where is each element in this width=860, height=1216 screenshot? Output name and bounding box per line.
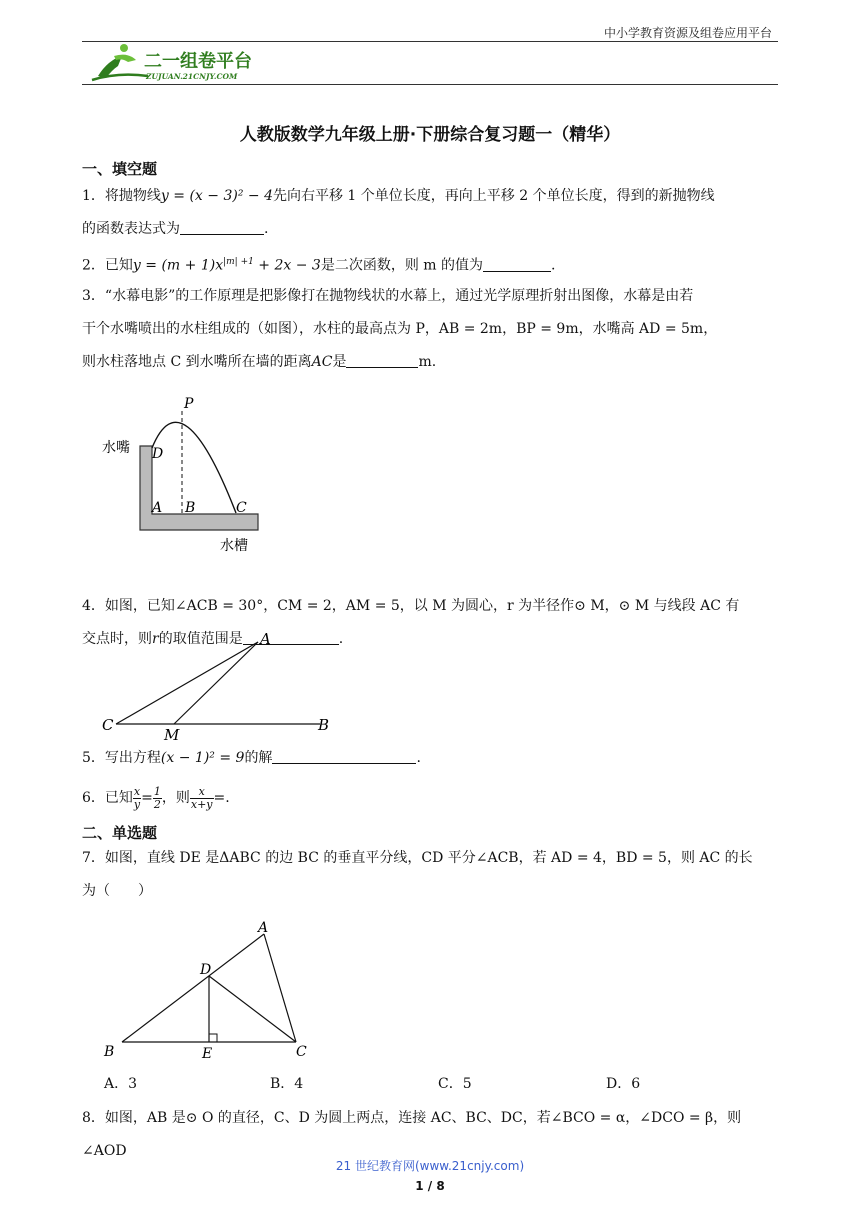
- option-c: C．5: [438, 1076, 472, 1092]
- document-title: 人教版数学九年级上册·下册综合复习题一（精华）: [239, 125, 621, 145]
- svg-text:水槽: 水槽: [220, 538, 248, 554]
- answer-blank: [180, 220, 264, 235]
- answer-blank: [483, 257, 551, 272]
- svg-text:P: P: [184, 396, 194, 412]
- option-a: A．3: [104, 1076, 138, 1092]
- footer-link[interactable]: 21 世纪教育网(www.21cnjy.com): [335, 1159, 525, 1173]
- question-2: 2．已知$y = (m + 1)x^{|m| +1} + 2x - 3$是二次函数，则 m 的值为 .: [82, 257, 556, 274]
- svg-text:B: B: [318, 716, 330, 734]
- option-b: B．4: [270, 1076, 304, 1092]
- svg-text:B: B: [185, 500, 196, 516]
- svg-text:A: A: [152, 500, 163, 516]
- question-4: 4．如图，已知∠ACB = 30°，CM = 2，AM = 5，以 M 为圆心，r 为半径作⊙ M，⊙ M 与线段 AC 有 交点时，则r的取值范围是 .: [82, 598, 740, 647]
- question-1: 1．将抛物线y = (x − 3)² − 4先向右平移 1 个单位长度，再向上平移 2 个单位长度，得到的新抛物线 的函数表达式为 .: [82, 188, 715, 237]
- triangle-acm-figure: [98, 628, 338, 740]
- platform-name: 中小学教育资源及组卷应用平台: [603, 26, 772, 40]
- svg-text:C: C: [102, 716, 114, 734]
- runner-logo-icon: [92, 44, 148, 80]
- question-5: 5．写出方程(x − 1)² = 9的解 .: [82, 750, 421, 766]
- answer-blank: [346, 353, 418, 368]
- svg-text:水嘴: 水嘴: [102, 440, 130, 456]
- option-d: D．6: [606, 1076, 641, 1092]
- logo-en-text: ZUJUAN.21CNJY.COM: [146, 72, 238, 81]
- water-curtain-figure: [96, 390, 276, 556]
- svg-text:D: D: [152, 446, 164, 462]
- zujuan-logo: [88, 42, 288, 84]
- triangle-abc-figure: [98, 914, 328, 1064]
- section-single-choice: 二、单选题: [82, 824, 158, 842]
- svg-text:A: A: [260, 630, 271, 648]
- question-3: 3．“水幕电影”的工作原理是把影像打在抛物线状的水幕上，通过光学原理折射出图像，水幕是由若 干个水嘴喷出的水柱组成的（如图），水柱的最高点为 P，AB = 2m，BP = 9m，水嘴高 AD = 5m， 则水柱落地点 C 到水嘴所在墙的距离AC是 m.: [82, 288, 718, 370]
- section-fill-in: 一、填空题: [82, 160, 158, 178]
- svg-text:C: C: [296, 1044, 307, 1060]
- answer-blank: [272, 749, 416, 764]
- page-number: 1 / 8: [415, 1179, 445, 1193]
- question-8: 8．如图，AB 是⊙ O 的直径，C、D 为圆上两点，连接 AC、BC、DC，若∠BCO = α，∠DCO = β，则∠AOD: [82, 1110, 742, 1159]
- header-rule-bottom: [82, 84, 778, 85]
- svg-text:C: C: [236, 500, 247, 516]
- question-6: 6．已知 $\frac{x}{y}$ = $\frac{1}{2}$ ，则 $\frac{x}{x+y}$ =.: [82, 784, 230, 811]
- svg-text:B: B: [104, 1044, 115, 1060]
- svg-text:E: E: [202, 1046, 213, 1062]
- question-7: 7．如图，直线 DE 是ΔABC 的边 BC 的垂直平分线，CD 平分∠ACB，若 AD = 4，BD = 5，则 AC 的长 为（ ）: [82, 850, 753, 899]
- svg-text:A: A: [258, 920, 269, 936]
- svg-text:M: M: [164, 726, 180, 740]
- svg-text:D: D: [200, 962, 212, 978]
- logo-cn-text: 二一组卷平台: [144, 51, 252, 72]
